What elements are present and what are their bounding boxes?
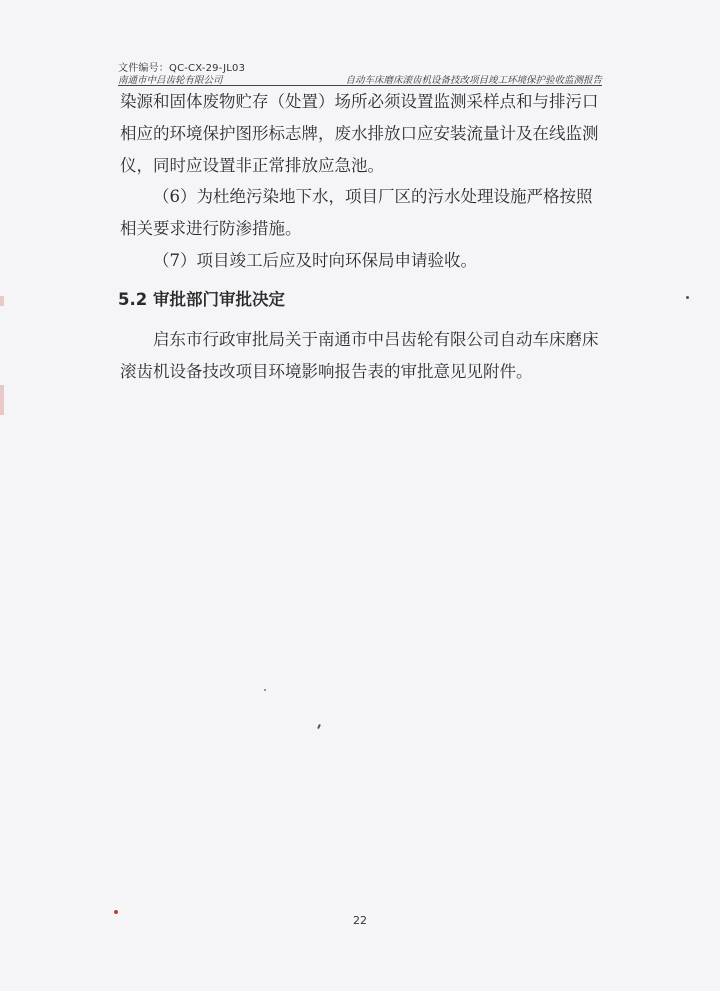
body-paragraph-1: 染源和固体废物贮存（处置）场所必须设置监测采样点和与排污口相应的环境保护图形标志牌，废水排放口应安装流量计及在线监测仪，同时应设置非正常排放应急池。	[120, 92, 599, 175]
scan-edge-mark	[0, 296, 4, 306]
body-paragraph-2: （6）为杜绝污染地下水，项目厂区的污水处理设施严格按照相关要求进行防渗措施。	[120, 187, 593, 238]
header-company-name: 南通市中吕齿轮有限公司	[118, 75, 223, 86]
body-paragraph-3: （7）项目竣工后应及时向环保局申请验收。	[153, 251, 477, 270]
header-doc-number: 文件编号：QC-CX-29-JL03	[118, 63, 246, 74]
body-paragraph-4: 启东市行政审批局关于南通市中吕齿轮有限公司自动车床磨床滚齿机设备技改项目环境影响报告表的审批意见见附件。	[120, 330, 599, 381]
scan-red-speck	[114, 910, 118, 914]
page-number: 22	[353, 914, 367, 927]
header-report-title: 自动车床磨床滚齿机设备技改项目竣工环境保护验收监测报告	[345, 75, 602, 86]
scan-speck	[686, 296, 689, 299]
scan-speck	[317, 724, 321, 729]
scan-speck	[264, 689, 266, 691]
scan-edge-mark	[0, 385, 4, 415]
section-heading: 5.2 审批部门审批决定	[118, 290, 285, 309]
